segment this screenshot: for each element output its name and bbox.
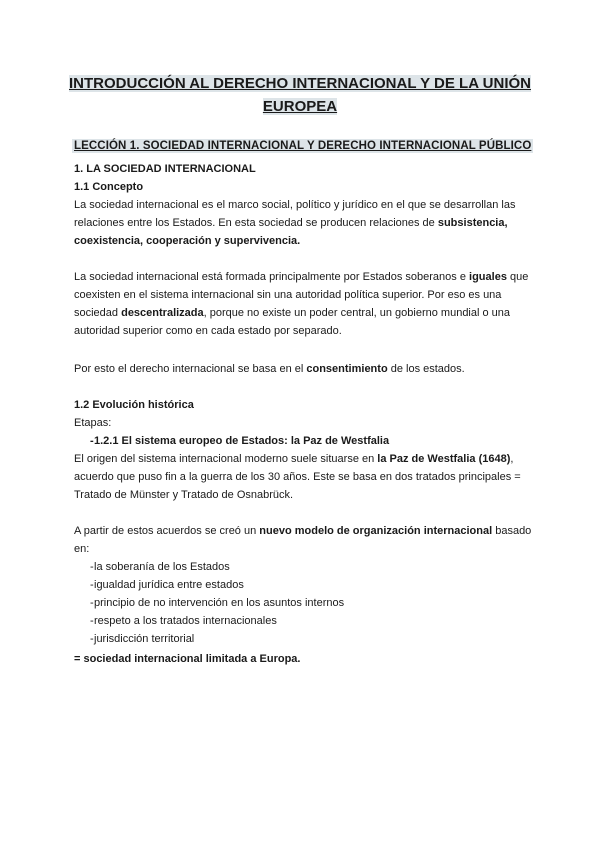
paragraph-composicion: La sociedad internacional está formada principalmente por Estados soberanos e iguales que coexisten en el sistema internacional sin una autoridad política superior. Por eso es una sociedad descentralizada, porque no existe un poder central, un gobierno mundial o una autoridad superior como en cada estado por separado. (74, 271, 529, 337)
conclusion: = sociedad internacional limitada a Europa. (74, 653, 301, 665)
paragraph-westfalia: El origen del sistema internacional moderno suele situarse en la Paz de Westfalia (1648), acuerdo que puso fin a la guerra de los 30 años. Este se basa en dos tratados principales = Tratado de Münster y Tratado de Osnabrück. (74, 453, 521, 501)
subsection-heading-concepto: 1.1 Concepto (74, 181, 144, 193)
list-item: - jurisdicción territorial (74, 630, 534, 648)
etapas-label: Etapas: (74, 417, 112, 429)
lesson-heading: LECCIÓN 1. SOCIEDAD INTERNACIONAL Y DERECHO INTERNACIONAL PÚBLICO (74, 140, 532, 152)
list-item: - igualdad jurídica entre estados (74, 576, 534, 594)
subsection-heading-evolucion: 1.2 Evolución histórica (74, 399, 194, 411)
subsection-heading-westfalia: - 1.2.1 El sistema europeo de Estados: la Paz de Westfalia (74, 432, 534, 450)
section-heading-1: 1. LA SOCIEDAD INTERNACIONAL (74, 163, 256, 175)
paragraph-nuevo-modelo: A partir de estos acuerdos se creó un nuevo modelo de organización internacional basado en: (74, 525, 532, 555)
principles-list (74, 558, 534, 648)
list-item: - respeto a los tratados internacionales (74, 612, 534, 630)
document-title: INTRODUCCIÓN AL DERECHO INTERNACIONAL Y DE LA UNIÓN EUROPEA (69, 75, 531, 115)
paragraph-concepto: La sociedad internacional es el marco social, político y jurídico en el que se desarrollan las relaciones entre los Estados. En esta sociedad se producen relaciones de subsistencia, coexistencia, cooperación y supervivencia. (74, 199, 516, 247)
paragraph-consentimiento: Por esto el derecho internacional se basa en el consentimiento de los estados. (74, 363, 465, 375)
list-item: - la soberanía de los Estados (74, 558, 534, 576)
list-item: - principio de no intervención en los asuntos internos (74, 594, 534, 612)
